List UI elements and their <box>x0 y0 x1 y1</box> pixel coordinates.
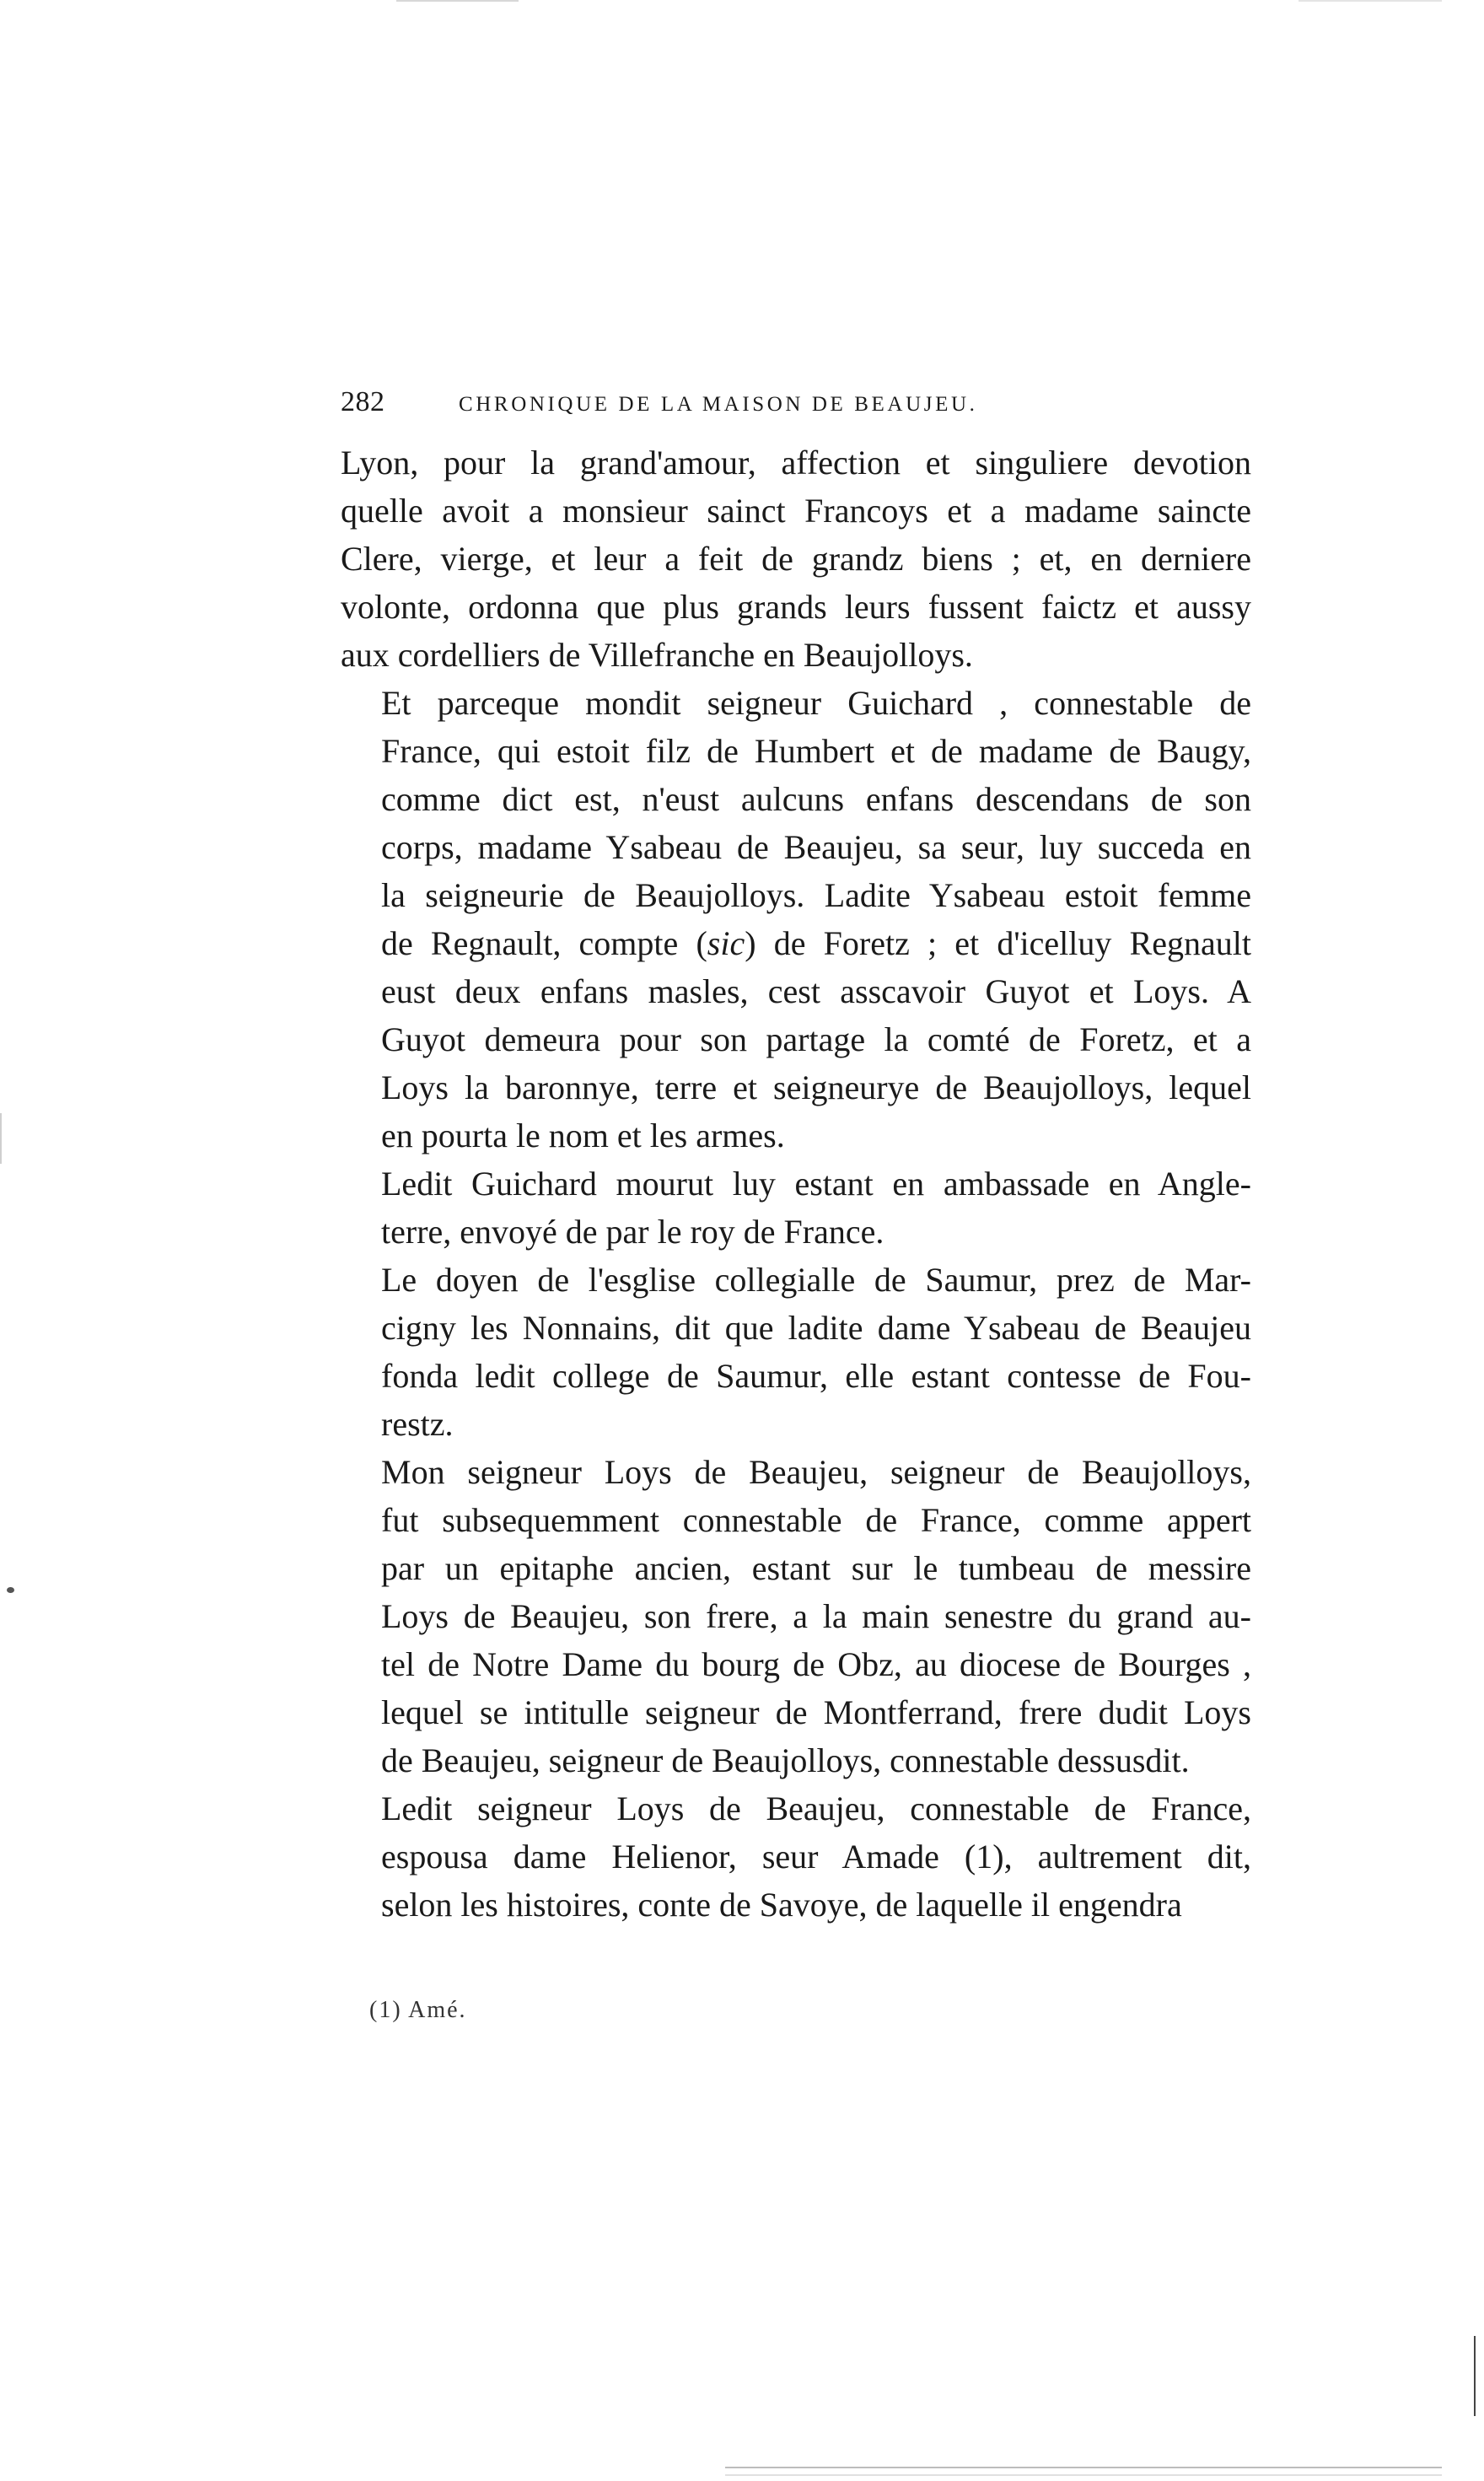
scan-artifact-line <box>725 2474 1442 2476</box>
text-line: France, qui estoit filz de Humbert et de madame de Baugy, <box>381 732 1251 770</box>
scan-artifact-line <box>725 2467 1442 2468</box>
text-line: fut subsequemment connestable de France, comme appert <box>381 1501 1251 1539</box>
scan-edge-mark <box>0 1113 2 1164</box>
running-header <box>341 386 1251 428</box>
text-line: quelle avoit a monsieur sainct Francoys et a madame saincte <box>341 492 1251 530</box>
text-line: Loys la baronnye, terre et seigneurye de Beaujolloys, lequel <box>381 1068 1251 1106</box>
text-line: selon les histoires, conte de Savoye, de laquelle il engendra <box>381 1886 1182 1924</box>
text-line: terre, envoyé de par le roy de France. <box>381 1213 884 1251</box>
paragraph <box>341 1448 1251 1784</box>
text-line: Lyon, pour la grand'amour, affection et singuliere devotion <box>341 444 1251 482</box>
text-line: Ledit seigneur Loys de Beaujeu, connestable de France, <box>381 1789 1251 1827</box>
paragraph <box>341 1256 1251 1448</box>
paragraph <box>341 439 1251 679</box>
header-title: CHRONIQUE DE LA MAISON DE BEAUJEU. <box>459 393 978 416</box>
text-line: Le doyen de l'esglise collegialle de Saumur, prez de Mar- <box>381 1261 1251 1299</box>
text-line: Loys de Beaujeu, son frere, a la main senestre du grand au- <box>381 1597 1251 1635</box>
scan-edge-mark <box>1474 2336 1476 2416</box>
page-number: 282 <box>341 386 385 417</box>
text-line: de Regnault, compte (sic) de Foretz ; et d'icelluy Regnault <box>381 924 1251 962</box>
paragraph <box>341 679 1251 1160</box>
text-line: Guyot demeura pour son partage la comté de Foretz, et a <box>381 1020 1251 1058</box>
text-line: aux cordelliers de Villefranche en Beaujolloys. <box>341 636 973 674</box>
text-line: cigny les Nonnains, dit que ladite dame Ysabeau de Beaujeu <box>381 1309 1251 1347</box>
text-line: Ledit Guichard mourut luy estant en ambassade en Angle- <box>381 1165 1251 1203</box>
scan-artifact-line <box>396 0 519 2</box>
text-line: espousa dame Helienor, seur Amade (1), aultrement dit, <box>381 1838 1251 1876</box>
text-line: tel de Notre Dame du bourg de Obz, au diocese de Bourges , <box>381 1645 1251 1683</box>
text-line: comme dict est, n'eust aulcuns enfans descendans de son <box>381 780 1251 818</box>
body-text <box>341 439 1251 1929</box>
text-line: de Beaujeu, seigneur de Beaujolloys, connestable dessusdit. <box>381 1741 1190 1779</box>
text-line: Clere, vierge, et leur a feit de grandz biens ; et, en derniere <box>341 540 1251 578</box>
text-line: par un epitaphe ancien, estant sur le tumbeau de messire <box>381 1549 1251 1587</box>
text-line: volonte, ordonna que plus grands leurs fussent faictz et aussy <box>341 588 1251 626</box>
text-line: la seigneurie de Beaujolloys. Ladite Ysabeau estoit femme <box>381 876 1251 914</box>
text-line: corps, madame Ysabeau de Beaujeu, sa seur, luy succeda en <box>381 828 1251 866</box>
footnote: (1) Amé. <box>369 1997 467 2023</box>
text-line: lequel se intitulle seigneur de Montferrand, frere dudit Loys <box>381 1693 1251 1731</box>
text-line: en pourta le nom et les armes. <box>381 1117 785 1154</box>
paragraph <box>341 1784 1251 1929</box>
text-line: restz. <box>381 1405 454 1443</box>
text-line: fonda ledit college de Saumur, elle estant contesse de Fou- <box>381 1357 1251 1395</box>
text-line: Mon seigneur Loys de Beaujeu, seigneur de Beaujolloys, <box>381 1453 1251 1491</box>
paragraph <box>341 1160 1251 1256</box>
scan-speck <box>7 1587 14 1593</box>
scan-artifact-line <box>1298 0 1442 2</box>
text-line: eust deux enfans masles, cest asscavoir Guyot et Loys. A <box>381 972 1251 1010</box>
text-line: Et parceque mondit seigneur Guichard , connestable de <box>381 684 1251 722</box>
